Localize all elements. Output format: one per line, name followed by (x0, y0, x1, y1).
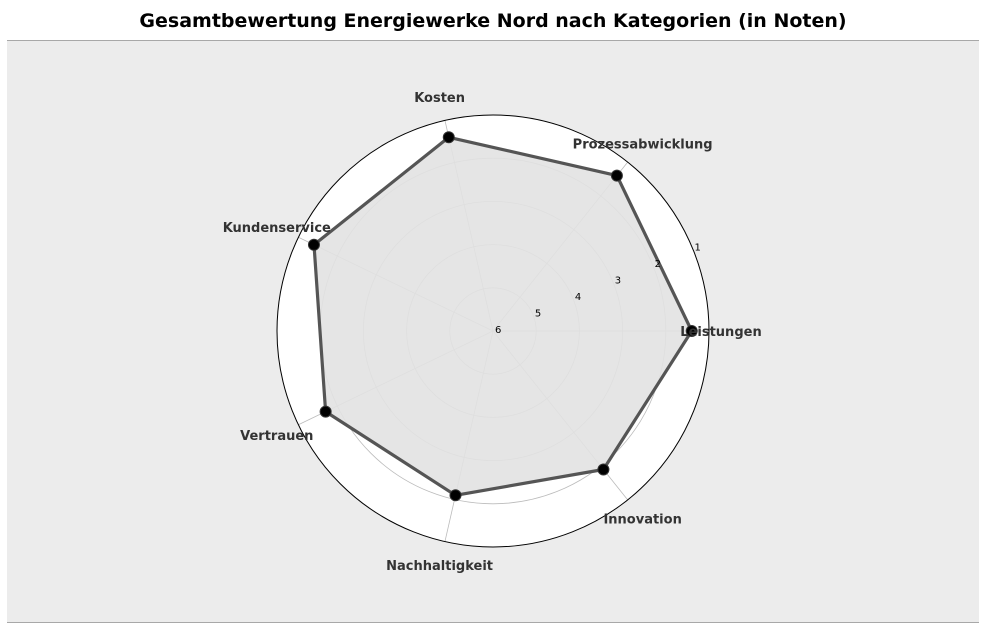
data-point-vertrauen (320, 406, 331, 417)
category-label-nachhaltigkeit: Nachhaltigkeit (386, 558, 494, 574)
category-label-kosten: Kosten (414, 91, 466, 107)
r-tick-2: 2 (654, 258, 662, 270)
category-label-vertrauen: Vertrauen (240, 429, 314, 445)
r-tick-4: 4 (574, 291, 582, 303)
data-point-kosten (443, 132, 454, 143)
data-point-innovation (598, 464, 609, 475)
data-point-nachhaltigkeit (450, 490, 461, 501)
chart-title: Gesamtbewertung Energiewerke Nord nach Kategorien (in Noten) (139, 10, 847, 32)
category-label-innovation: Innovation (603, 512, 682, 528)
r-tick-5: 5 (534, 308, 542, 320)
r-tick-3: 3 (614, 275, 622, 287)
data-point-prozessabwicklung (611, 170, 622, 181)
category-label-prozessabwicklung: Prozessabwicklung (572, 137, 713, 153)
r-tick-6: 6 (495, 325, 502, 336)
data-point-kundenservice (308, 239, 319, 250)
category-label-leistungen: Leistungen (680, 325, 762, 340)
category-label-kundenservice: Kundenservice (222, 220, 331, 236)
r-tick-1: 1 (694, 242, 701, 254)
